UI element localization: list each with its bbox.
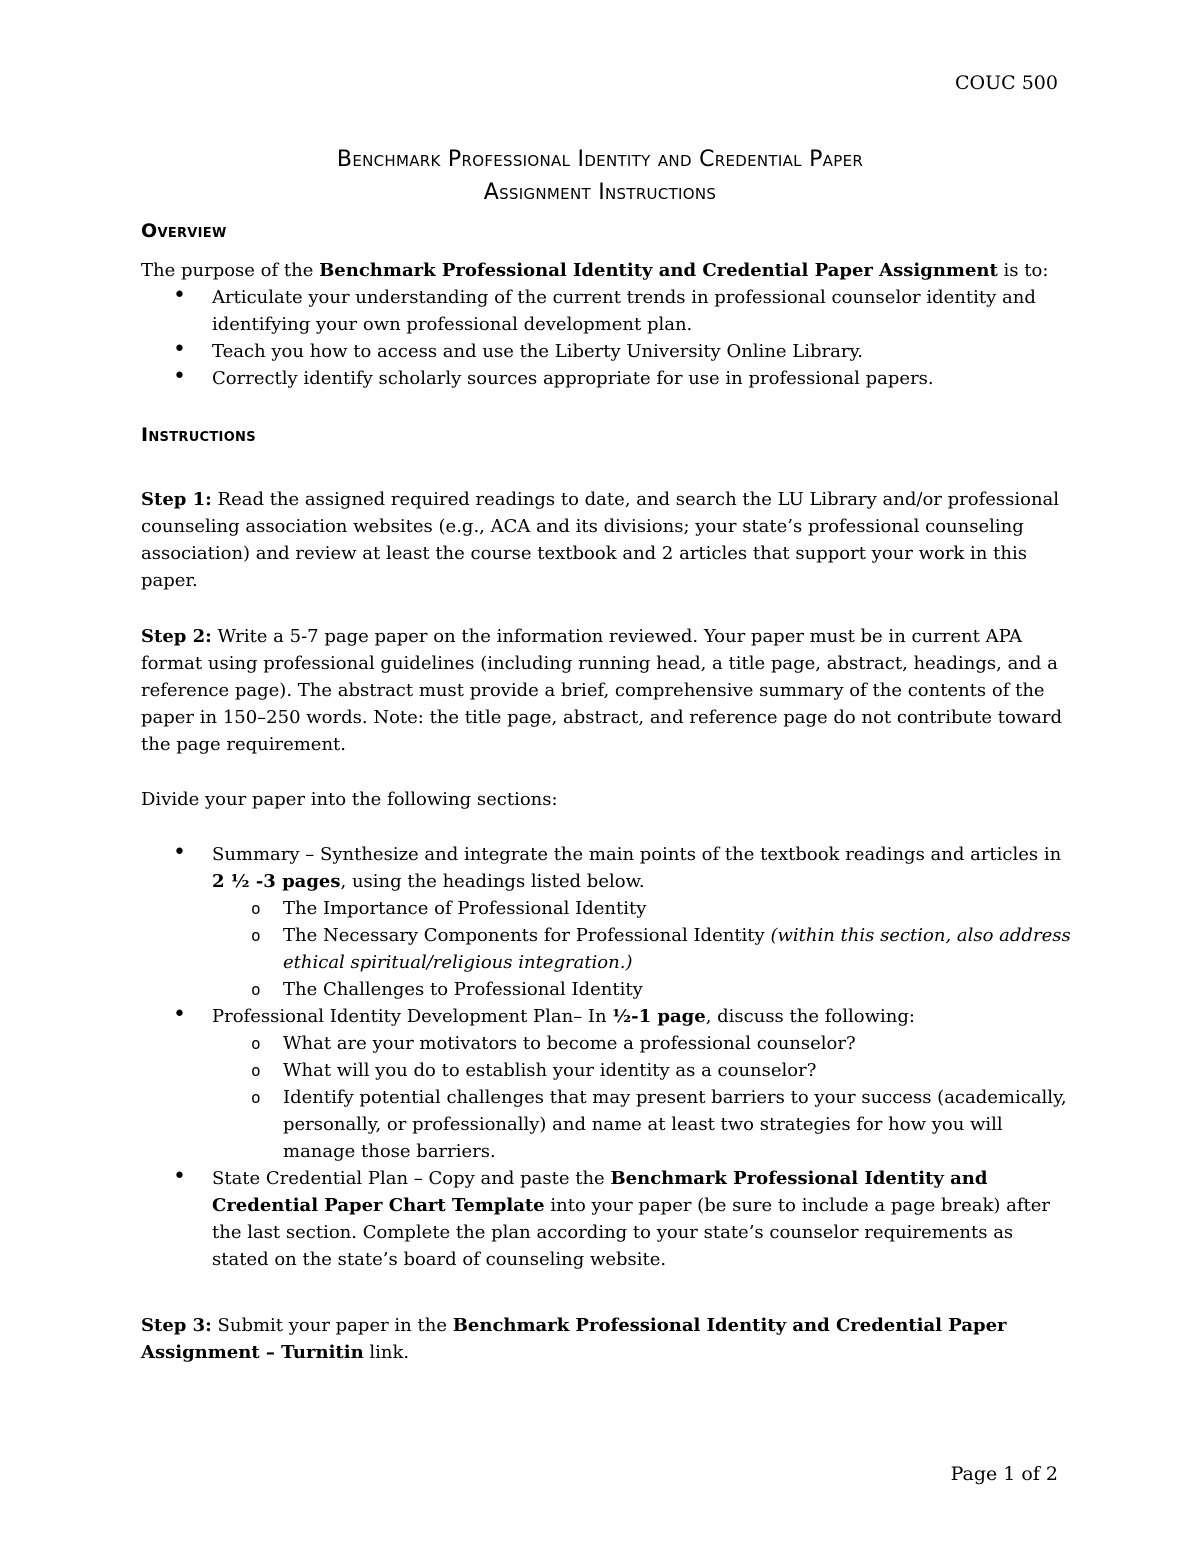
plan-sub-item: o What will you do to establish your identity as a counselor?	[212, 1057, 1071, 1084]
overview-bullet: • Articulate your understanding of the current trends in professional counselor identity and identifying your own professional development plan.	[141, 284, 1071, 338]
overview-section	[141, 257, 1071, 392]
sections-list	[141, 841, 1071, 1273]
summary-bullet: • Summary – Synthesize and integrate the main points of the textbook readings and articles in 2 ½ -3 pages, using the headings listed below.	[141, 841, 1071, 895]
summary-sub-item: o The Challenges to Professional Identity	[212, 976, 1071, 1003]
instructions-heading: Instructions	[141, 424, 256, 446]
title-line-1: Benchmark Professional Identity and Credential Paper	[336, 147, 864, 172]
overview-bullet: • Teach you how to access and use the Liberty University Online Library.	[141, 338, 1071, 365]
summary-sub-item: o The Importance of Professional Identity	[212, 895, 1071, 922]
page-number: Page 1 of 2	[950, 1463, 1058, 1485]
course-code: COUC 500	[955, 72, 1058, 94]
overview-bullet: • Correctly identify scholarly sources appropriate for use in professional papers.	[141, 365, 1071, 392]
summary-sub-list	[212, 895, 1071, 1003]
plan-sub-list	[212, 1030, 1071, 1165]
credential-bullet: • State Credential Plan – Copy and paste the Benchmark Professional Identity and Credential Paper Chart Template into your paper (be sure to include a page break) after the last section. Complete the plan according to your state’s counselor requirements as stated on the state’s board of counseling website.	[141, 1165, 1071, 1273]
divide-text: Divide your paper into the following sections:	[141, 789, 558, 810]
overview-bullets	[141, 284, 1071, 392]
document-title	[0, 143, 1200, 209]
title-line-2: Assignment Instructions	[483, 180, 717, 205]
plan-sub-item: o What are your motivators to become a professional counselor?	[212, 1030, 1071, 1057]
plan-bullet: • Professional Identity Development Plan– In ½-1 page, discuss the following:	[141, 1003, 1071, 1030]
step3-paragraph: Step 3: Submit your paper in the Benchmark Professional Identity and Credential Paper Assignment – Turnitin link.	[141, 1315, 1007, 1363]
overview-heading: Overview	[141, 220, 227, 242]
summary-sub-item: o The Necessary Components for Professional Identity (within this section, also address ethical spiritual/religious integration.)	[212, 922, 1071, 976]
step1-paragraph: Step 1: Read the assigned required readings to date, and search the LU Library and/or professional counseling association websites (e.g., ACA and its divisions; your state’s professional counseling association) and review at least the course textbook and 2 articles that support your work in this paper.	[141, 489, 1060, 591]
plan-sub-item: o Identify potential challenges that may present barriers to your success (academically, personally, or professionally) and name at least two strategies for how you will manage those barriers.	[212, 1084, 1071, 1165]
overview-intro: The purpose of the Benchmark Professional Identity and Credential Paper Assignment is to:	[141, 260, 1049, 281]
step2-paragraph: Step 2: Write a 5-7 page paper on the information reviewed. Your paper must be in current APA format using professional guidelines (including running head, a title page, abstract, headings, and a reference page). The abstract must provide a brief, comprehensive summary of the contents of the paper in 150–250 words. Note: the title page, abstract, and reference page do not contribute toward the page requirement.	[141, 626, 1063, 755]
